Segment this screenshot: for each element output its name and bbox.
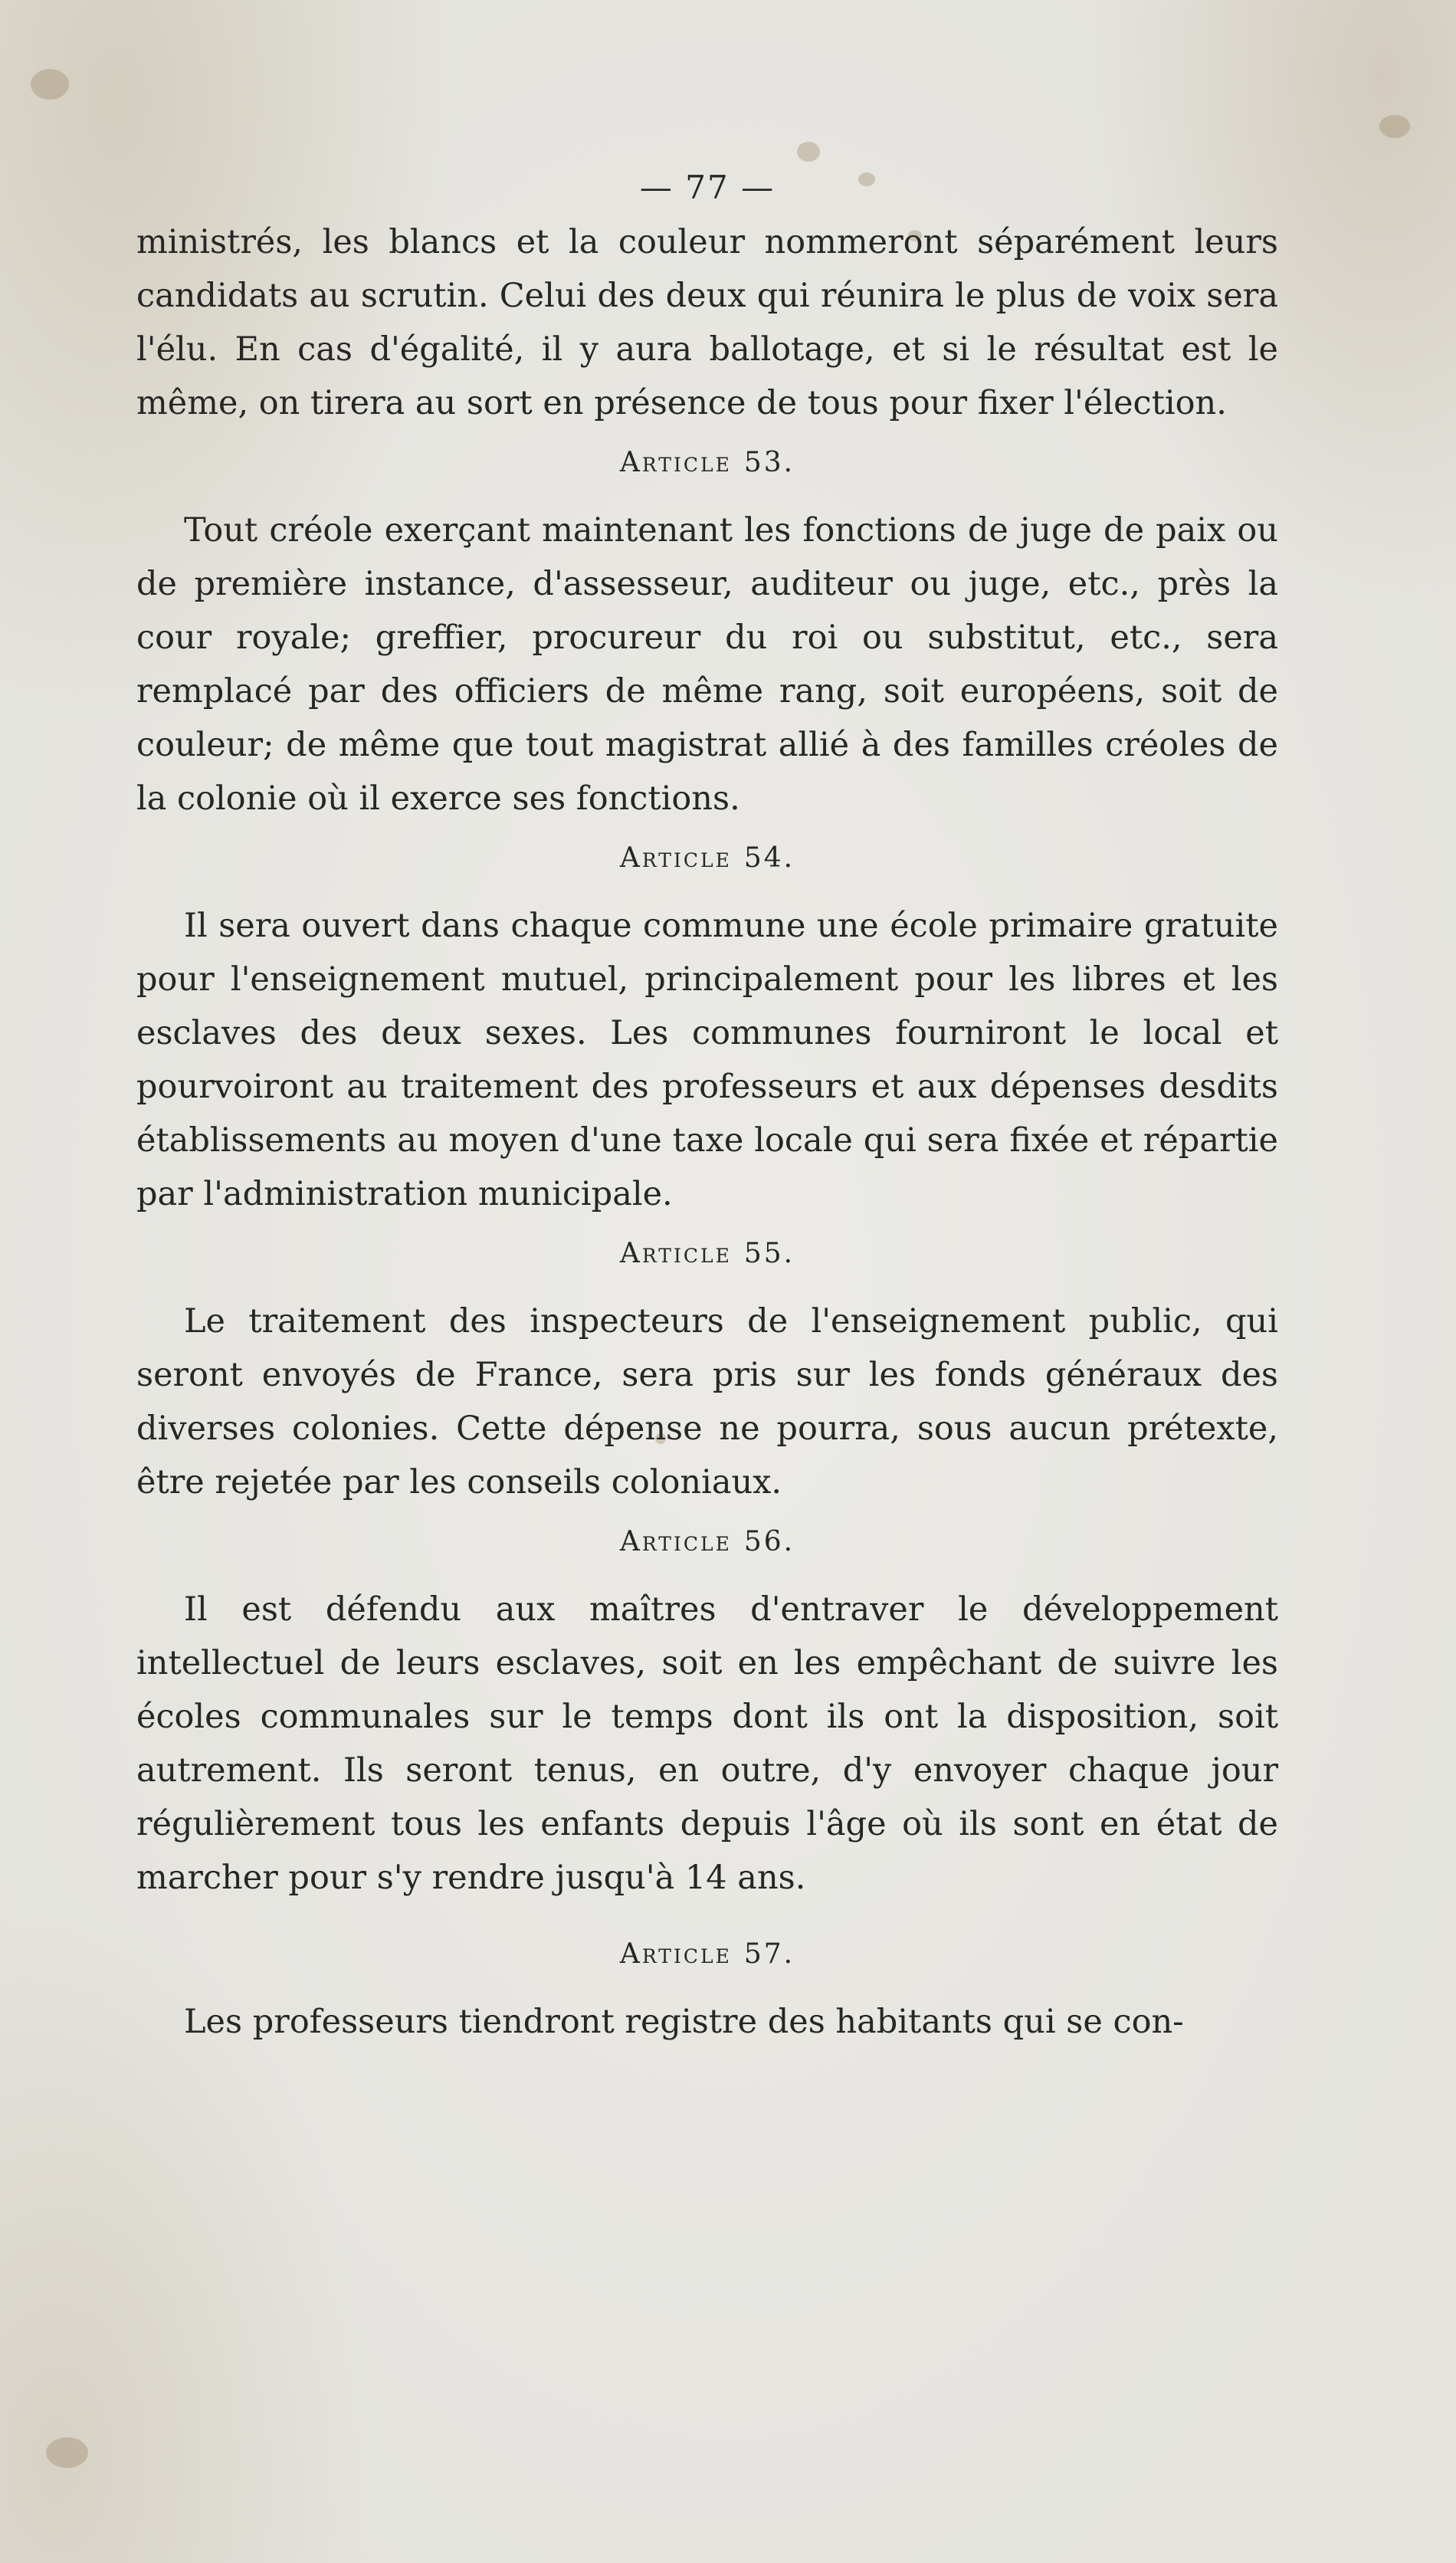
article-label: Article [619, 842, 732, 874]
article-56-heading [136, 1515, 1278, 1569]
page-text [136, 165, 1278, 2049]
article-53-text: Tout créole exerçant maintenant les fonctions de juge de paix ou de première instance, d'assesseur, auditeur ou juge, etc., près la cour royale; greffier, procureur du roi ou substitut, etc., sera remplacé par des officiers de même rang, soit européens, soit de couleur; de même que tout magistrat allié à des familles créoles de la colonie où il exerce ses fonctions. [136, 511, 1278, 818]
article-57-heading [136, 1928, 1278, 1981]
article-number: 57. [743, 1938, 795, 1970]
article-56-text: Il est défendu aux maîtres d'entraver le développement intellectuel de leurs esclaves, soit en les empêchant de suivre les écoles communales sur le temps dont ils ont la disposition, soit autrement. Ils seront tenus, en outre, d'y envoyer chaque jour régulièrement tous les enfants depuis l'âge où ils sont en état de marcher pour s'y rendre jusqu'à 14 ans. [136, 1590, 1278, 1897]
article-number: 53. [743, 447, 795, 478]
foxing-stain [797, 142, 820, 162]
article-57-text: Les professeurs tiendront registre des habitants qui se con- [184, 2003, 1184, 2041]
article-55-heading [136, 1227, 1278, 1281]
article-55-text: Le traitement des inspecteurs de l'enseignement public, qui seront envoyés de France, sera pris sur les fonds généraux des diverses colonies. Cette dépense ne pourra, sous aucun prétexte, être rejetée par les conseils coloniaux. [136, 1302, 1278, 1501]
foxing-stain [1379, 115, 1410, 138]
article-number: 56. [743, 1526, 795, 1557]
article-label: Article [619, 1238, 732, 1269]
foxing-stain [31, 69, 69, 100]
article-53-heading [136, 436, 1278, 490]
article-54-heading [136, 832, 1278, 885]
article-label: Article [619, 447, 732, 478]
article-number: 55. [743, 1238, 795, 1269]
article-54-text: Il sera ouvert dans chaque commune une école primaire gratuite pour l'enseignement mutuel, principalement pour les libres et les esclaves des deux sexes. Les communes fourniront le local et pourvoiront au traitement des professeurs et aux dépenses desdits établissements au moyen d'une taxe locale qui sera fixée et répartie par l'administration municipale. [136, 907, 1278, 1213]
article-label: Article [619, 1938, 732, 1970]
foxing-stain [46, 2437, 88, 2468]
article-label: Article [619, 1526, 732, 1557]
page-number: — 77 — [639, 169, 776, 206]
paragraph-continuation: ministrés, les blancs et la couleur nommeront séparément leurs candidats au scrutin. Celui des deux qui réunira le plus de voix sera l'élu. En cas d'égalité, il y aura ballotage, et si le résultat est le même, on tirera au sort en présence de tous pour fixer l'élection. [136, 223, 1278, 422]
article-number: 54. [743, 842, 795, 874]
